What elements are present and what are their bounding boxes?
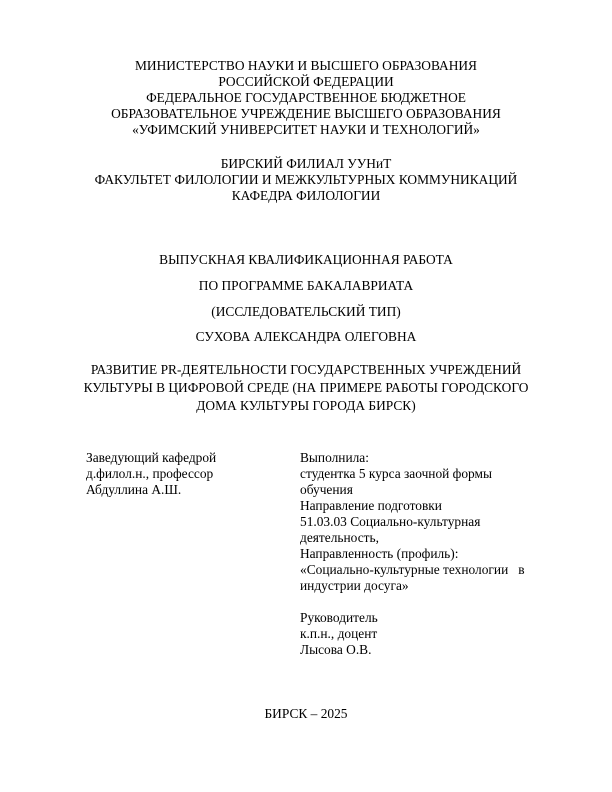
topic-line: ДОМА КУЛЬТУРЫ ГОРОДА БИРСК) bbox=[196, 398, 416, 413]
performer-line: деятельность, bbox=[300, 530, 379, 545]
faculty-line: ФАКУЛЬТЕТ ФИЛОЛОГИИ И МЕЖКУЛЬТУРНЫХ КОММУНИКАЦИЙ bbox=[94, 172, 518, 187]
ministry-line: РОССИЙСКОЙ ФЕДЕРАЦИИ bbox=[218, 74, 394, 89]
ministry-line: «УФИМСКИЙ УНИВЕРСИТЕТ НАУКИ И ТЕХНОЛОГИЙ» bbox=[132, 122, 480, 137]
supervisor-name: Лысова О.В. bbox=[300, 642, 372, 657]
branch-header bbox=[60, 156, 552, 204]
thesis-topic bbox=[60, 361, 552, 415]
department-line: КАФЕДРА ФИЛОЛОГИИ bbox=[231, 188, 381, 203]
spacer bbox=[300, 594, 525, 610]
topic-line: РАЗВИТИЕ PR-ДЕЯТЕЛЬНОСТИ ГОСУДАРСТВЕННЫХ УЧРЕЖДЕНИЙ bbox=[90, 362, 522, 377]
performer-line: Выполнила: bbox=[300, 450, 369, 465]
topic-line: КУЛЬТУРЫ В ЦИФРОВОЙ СРЕДЕ (НА ПРИМЕРЕ РАБОТЫ ГОРОДСКОГО bbox=[83, 380, 529, 395]
performer-line: обучения bbox=[300, 482, 353, 497]
work-type-line: ВЫПУСКНАЯ КВАЛИФИКАЦИОННАЯ РАБОТА bbox=[159, 252, 453, 267]
ministry-header bbox=[60, 58, 552, 138]
ministry-line: МИНИСТЕРСТВО НАУКИ И ВЫСШЕГО ОБРАЗОВАНИЯ bbox=[135, 58, 477, 73]
performer-line: Направление подготовки bbox=[300, 498, 442, 513]
work-type-line: (ИССЛЕДОВАТЕЛЬСКИЙ ТИП) bbox=[211, 304, 401, 319]
ministry-line: ОБРАЗОВАТЕЛЬНОЕ УЧРЕЖДЕНИЕ ВЫСШЕГО ОБРАЗОВАНИЯ bbox=[111, 106, 501, 121]
author-name bbox=[60, 329, 552, 345]
head-degree: д.филол.н., профессор bbox=[86, 466, 214, 481]
branch-line: БИРСКИЙ ФИЛИАЛ УУНиТ bbox=[220, 156, 392, 171]
work-type-line: ПО ПРОГРАММЕ БАКАЛАВРИАТА bbox=[198, 278, 414, 293]
city-year: БИРСК – 2025 bbox=[264, 706, 348, 721]
author-line: СУХОВА АЛЕКСАНДРА ОЛЕГОВНА bbox=[195, 329, 417, 344]
head-role: Заведующий кафедрой bbox=[86, 450, 217, 465]
head-name: Абдуллина А.Ш. bbox=[86, 482, 182, 497]
ministry-line: ФЕДЕРАЛЬНОЕ ГОСУДАРСТВЕННОЕ БЮДЖЕТНОЕ bbox=[146, 90, 466, 105]
head-of-department-block bbox=[86, 450, 216, 498]
performer-line: студентка 5 курса заочной формы bbox=[300, 466, 493, 481]
supervisor-degree: к.п.н., доцент bbox=[300, 626, 378, 641]
performer-line: «Социально-культурные технологии в bbox=[300, 562, 525, 577]
work-type bbox=[60, 250, 552, 328]
supervisor-role: Руководитель bbox=[300, 610, 378, 625]
performer-block bbox=[300, 450, 525, 658]
performer-line: 51.03.03 Социально-культурная bbox=[300, 514, 481, 529]
performer-line: индустрии досуга» bbox=[300, 578, 409, 593]
performer-line: Направленность (профиль): bbox=[300, 546, 459, 561]
